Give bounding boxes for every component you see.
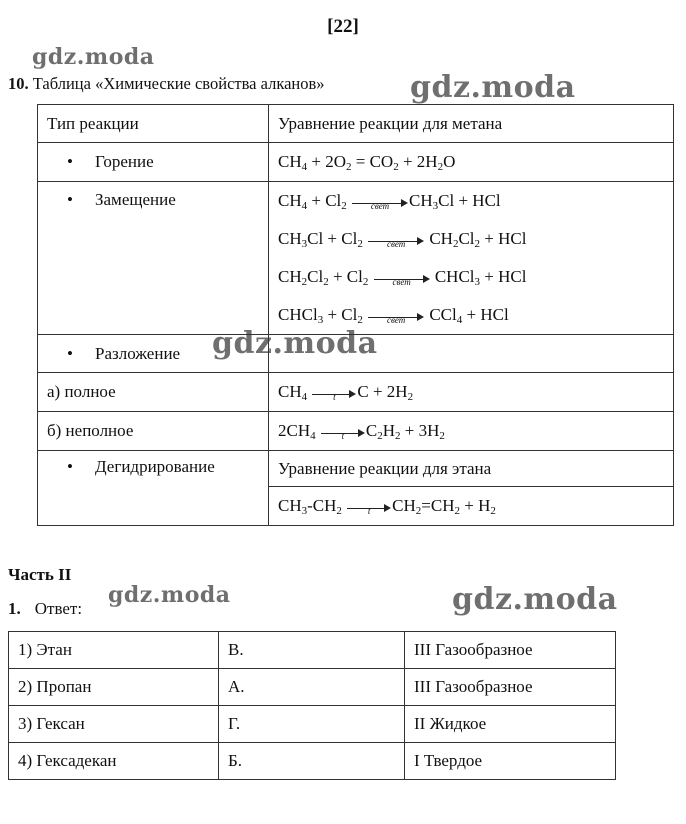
table-row [9,706,616,743]
equation-cell [269,487,674,526]
table-row [38,373,674,412]
equation-cell [269,412,674,451]
table-row [9,632,616,669]
answer-letter: Г. [219,706,405,743]
reaction-type-cell: а) полное [38,373,269,412]
watermark: gdz.moda [410,70,576,105]
section-title: Таблица «Химические свойства алканов» [32,74,325,93]
equation: $CH_4$ t $C + 2H_2$ [278,382,414,403]
compound-name: 4) Гексадекан [9,743,219,780]
table-row [9,669,616,706]
alkane-properties-table [37,104,674,526]
reaction-name: Замещение [95,190,176,209]
arrow-icon: t [321,425,365,439]
watermark: gdz.moda [452,582,618,617]
bullet: • [67,190,73,209]
arrow-icon: t [347,500,391,514]
header-equation-ethane: Уравнение реакции для этана [269,451,674,487]
table-row [38,451,674,487]
answer-letter: В. [219,632,405,669]
reaction-type-cell [38,335,269,373]
answer-line [8,599,82,619]
equation: $CH_4 + Cl_2$ свет $CH_3Cl$ + HCl [278,191,501,212]
reaction-name: Дегидрирование [95,457,215,476]
reaction-type-cell [38,143,269,182]
arrow-icon: свет [352,195,408,209]
header-equation-methane: Уравнение реакции для метана [269,105,674,143]
equation-cell [269,182,674,335]
equation: $CH_3-CH_2$ t $CH_2=CH_2 + H_2$ [278,496,496,517]
reaction-name: Разложение [95,343,181,363]
equation: CHCl$_3$ + $Cl_2$ свет CCl$_4$ + HCl [278,305,509,326]
part-title: Часть II [8,565,72,584]
arrow-icon: свет [368,309,424,323]
answer-letter: Б. [219,743,405,780]
table-header-row [38,105,674,143]
bullet: • [67,457,73,476]
table-row [38,182,674,335]
compound-name: 3) Гексан [9,706,219,743]
answer-label: Ответ: [34,599,83,618]
bullet: • [67,343,73,363]
equation: $CH_3Cl + Cl_2$ свет $CH_2Cl_2$ + HCl [278,229,527,250]
equation: $CH_4 + 2O_2 = CO_2 + 2H_2O$ [278,152,456,173]
equation: $2CH_4$ t $C_2H_2 + 3H_2$ [278,421,445,442]
equation: $CH_2Cl_2 + Cl_2$ свет CHCl$_3$ + HCl [278,267,527,288]
equation-cell [269,373,674,412]
table-row [38,412,674,451]
arrow-icon: свет [368,233,424,247]
arrow-icon: свет [374,271,430,285]
aggregate-state: II Жидкое [405,706,616,743]
header-reaction-type: Тип реакции [38,105,269,143]
answer-table [8,631,616,780]
aggregate-state: III Газообразное [405,632,616,669]
watermark: gdz.moda [108,582,231,608]
table-row [38,335,674,373]
watermark: gdz.moda [212,326,378,361]
reaction-name: Горение [95,152,154,171]
reaction-type-cell [38,451,269,526]
compound-name: 1) Этан [9,632,219,669]
watermark: gdz.moda [32,44,155,70]
compound-name: 2) Пропан [9,669,219,706]
table-row [38,143,674,182]
equation-cell [269,143,674,182]
section-heading [8,74,325,94]
aggregate-state: III Газообразное [405,669,616,706]
equation-cell [269,335,674,373]
page-number: [22] [327,16,359,37]
question-number: 1. [8,599,21,618]
reaction-type-cell: б) неполное [38,412,269,451]
reaction-type-cell [38,182,269,335]
arrow-icon: t [312,386,356,400]
bullet: • [67,152,73,171]
answer-letter: А. [219,669,405,706]
aggregate-state: I Твердое [405,743,616,780]
section-number: 10. [8,74,29,93]
table-row [9,743,616,780]
